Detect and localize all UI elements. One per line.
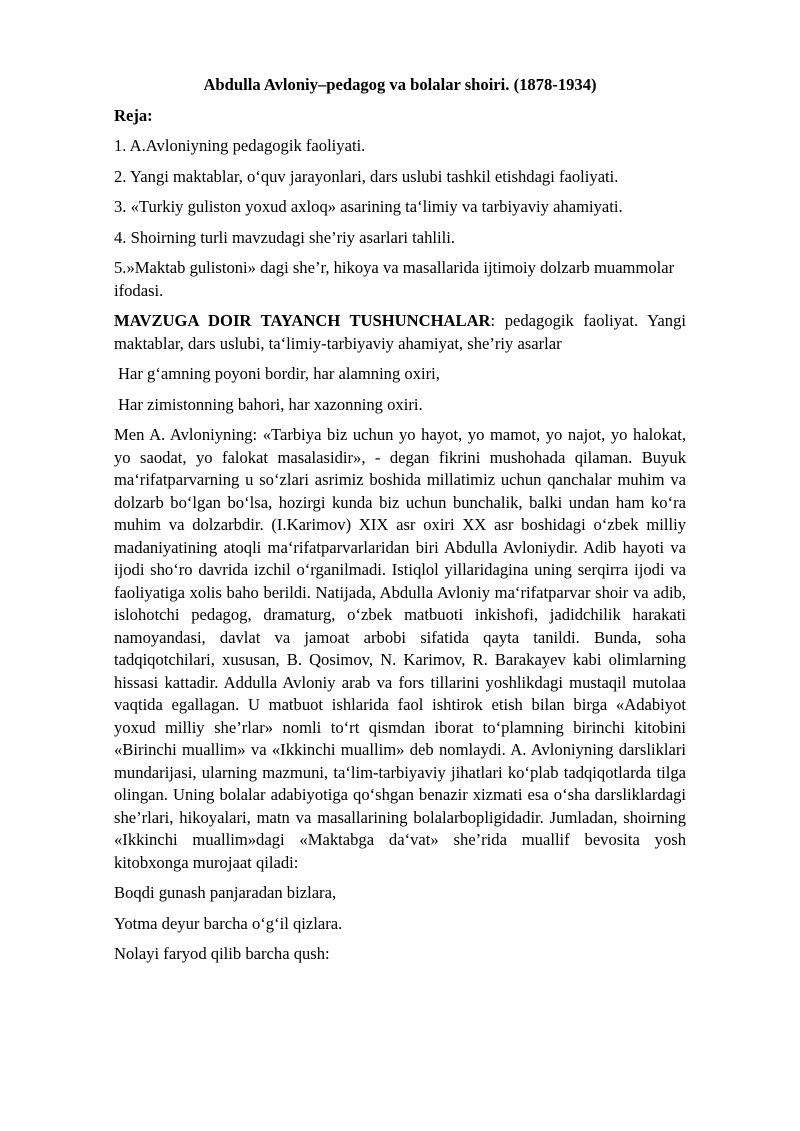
plan-item: 4. Shoirning turli mavzudagi she’riy asarlari tahlili.: [114, 227, 456, 247]
plan-item: 1. A.Avloniyning pedagogik faoliyati.: [114, 136, 366, 155]
document-title: Abdulla Avloniy–pedagog va bolalar shoiri. (1878-1934): [203, 75, 597, 94]
key-concepts-label: MAVZUGA DOIR TAYANCH TUSHUNCHALAR: [114, 311, 491, 330]
plan-item: 2. Yangi maktablar, o‘quv jarayonlari, dars uslubi tashkil etishdagi faoliyati.: [114, 166, 619, 186]
key-concepts-paragraph: [114, 310, 686, 355]
key-concepts-text: : pedagogik faoliyat. Yangi maktablar, dars uslubi, ta‘limiy-tarbiyaviy ahamiyat, she’riy asarlar: [114, 311, 686, 353]
plan-item: 3. «Turkiy guliston yoxud axloq» asarining ta‘limiy va tarbiyaviy ahamiyati.: [114, 197, 623, 216]
poem-line: Nolayi faryod qilib barcha qush:: [114, 944, 330, 963]
plan-heading: Reja:: [114, 105, 153, 125]
poem-line: Yotma deyur barcha o‘g‘il qizlara.: [114, 913, 343, 933]
document-page: [114, 74, 686, 974]
epigraph-line: Har g‘amning poyoni bordir, har alamning oxiri,: [118, 364, 440, 383]
main-paragraph: Men A. Avloniyning: «Tarbiya biz uchun yo hayot, yo mamot, yo najot, yo halokat, yo saodat, yo falokat masalasidir», - degan fikrini mushohada qilaman. Buyuk ma‘rifatparvarning u so‘zlari asrimiz boshida millatimiz uchun qanchalar muhim va dolzarb bo‘lgan bo‘lsa, hozirgi kunda biz uchun bunchalik, balki undan ham ko‘ra muhim va dolzarbdir. (I.Karimov) XIX asr oxiri XX asr boshidagi o‘zbek milliy madaniyatining atoqli ma‘rifatparvarlaridan biri Abdulla Avloniydir. Adib hayoti va ijodi sho‘ro davrida izchil o‘rganilmadi. Istiqlol yillaridagina uning serqirra ijodi va faoliyatiga xolis baho berildi. Natijada, Abdulla Avloniy ma‘rifatparvar shoir va adib, islohotchi pedagog, dramaturg, o‘zbek matbuoti inkishofi, jadidchilik harakati namoyandasi, davlat va jamoat arbobi sifatida qayta tanildi. Bunda, soha tadqiqotchilari, xususan, B. Qosimov, N. Karimov, R. Barakayev kabi olimlarning hissasi kattadir. Addulla Avloniy arab va fors tillarini yoshlikdagi mustaqil mutolaa vaqtida egallagan. U matbuot ishlarida faol ishtirok etish bilan birga «Adabiyot yoxud milliy she’rlar» nomli to‘rt qismdan iborat to‘plamning birinchi kitobini «Birinchi muallim» va «Ikkinchi muallim» deb nomlaydi. A. Avloniyning darsliklari mundarijasi, ularning mazmuni, ta‘lim-tarbiyaviy jihatlari ko‘plab tadqiqotlarda tilga olingan. Uning bolalar adabiyotiga qo‘shgan benazir xizmati esa o‘sha darsliklardagi she’rlari, hikoyalari, matn va masallarining bolalarbopligidadir. Jumladan, shoirning «Ikkinchi muallim»dagi «Maktabga da‘vat» she’rida muallif bevosita yosh kitobxonga murojaat qiladi:: [114, 425, 686, 872]
poem-line: Boqdi gunash panjaradan bizlara,: [114, 883, 337, 902]
epigraph-line: Har zimistonning bahori, har xazonning oxiri.: [118, 394, 423, 414]
plan-item: 5.»Maktab gulistoni» dagi she’r, hikoya va masallarida ijtimoiy dolzarb muammolar ifodasi.: [114, 258, 675, 300]
